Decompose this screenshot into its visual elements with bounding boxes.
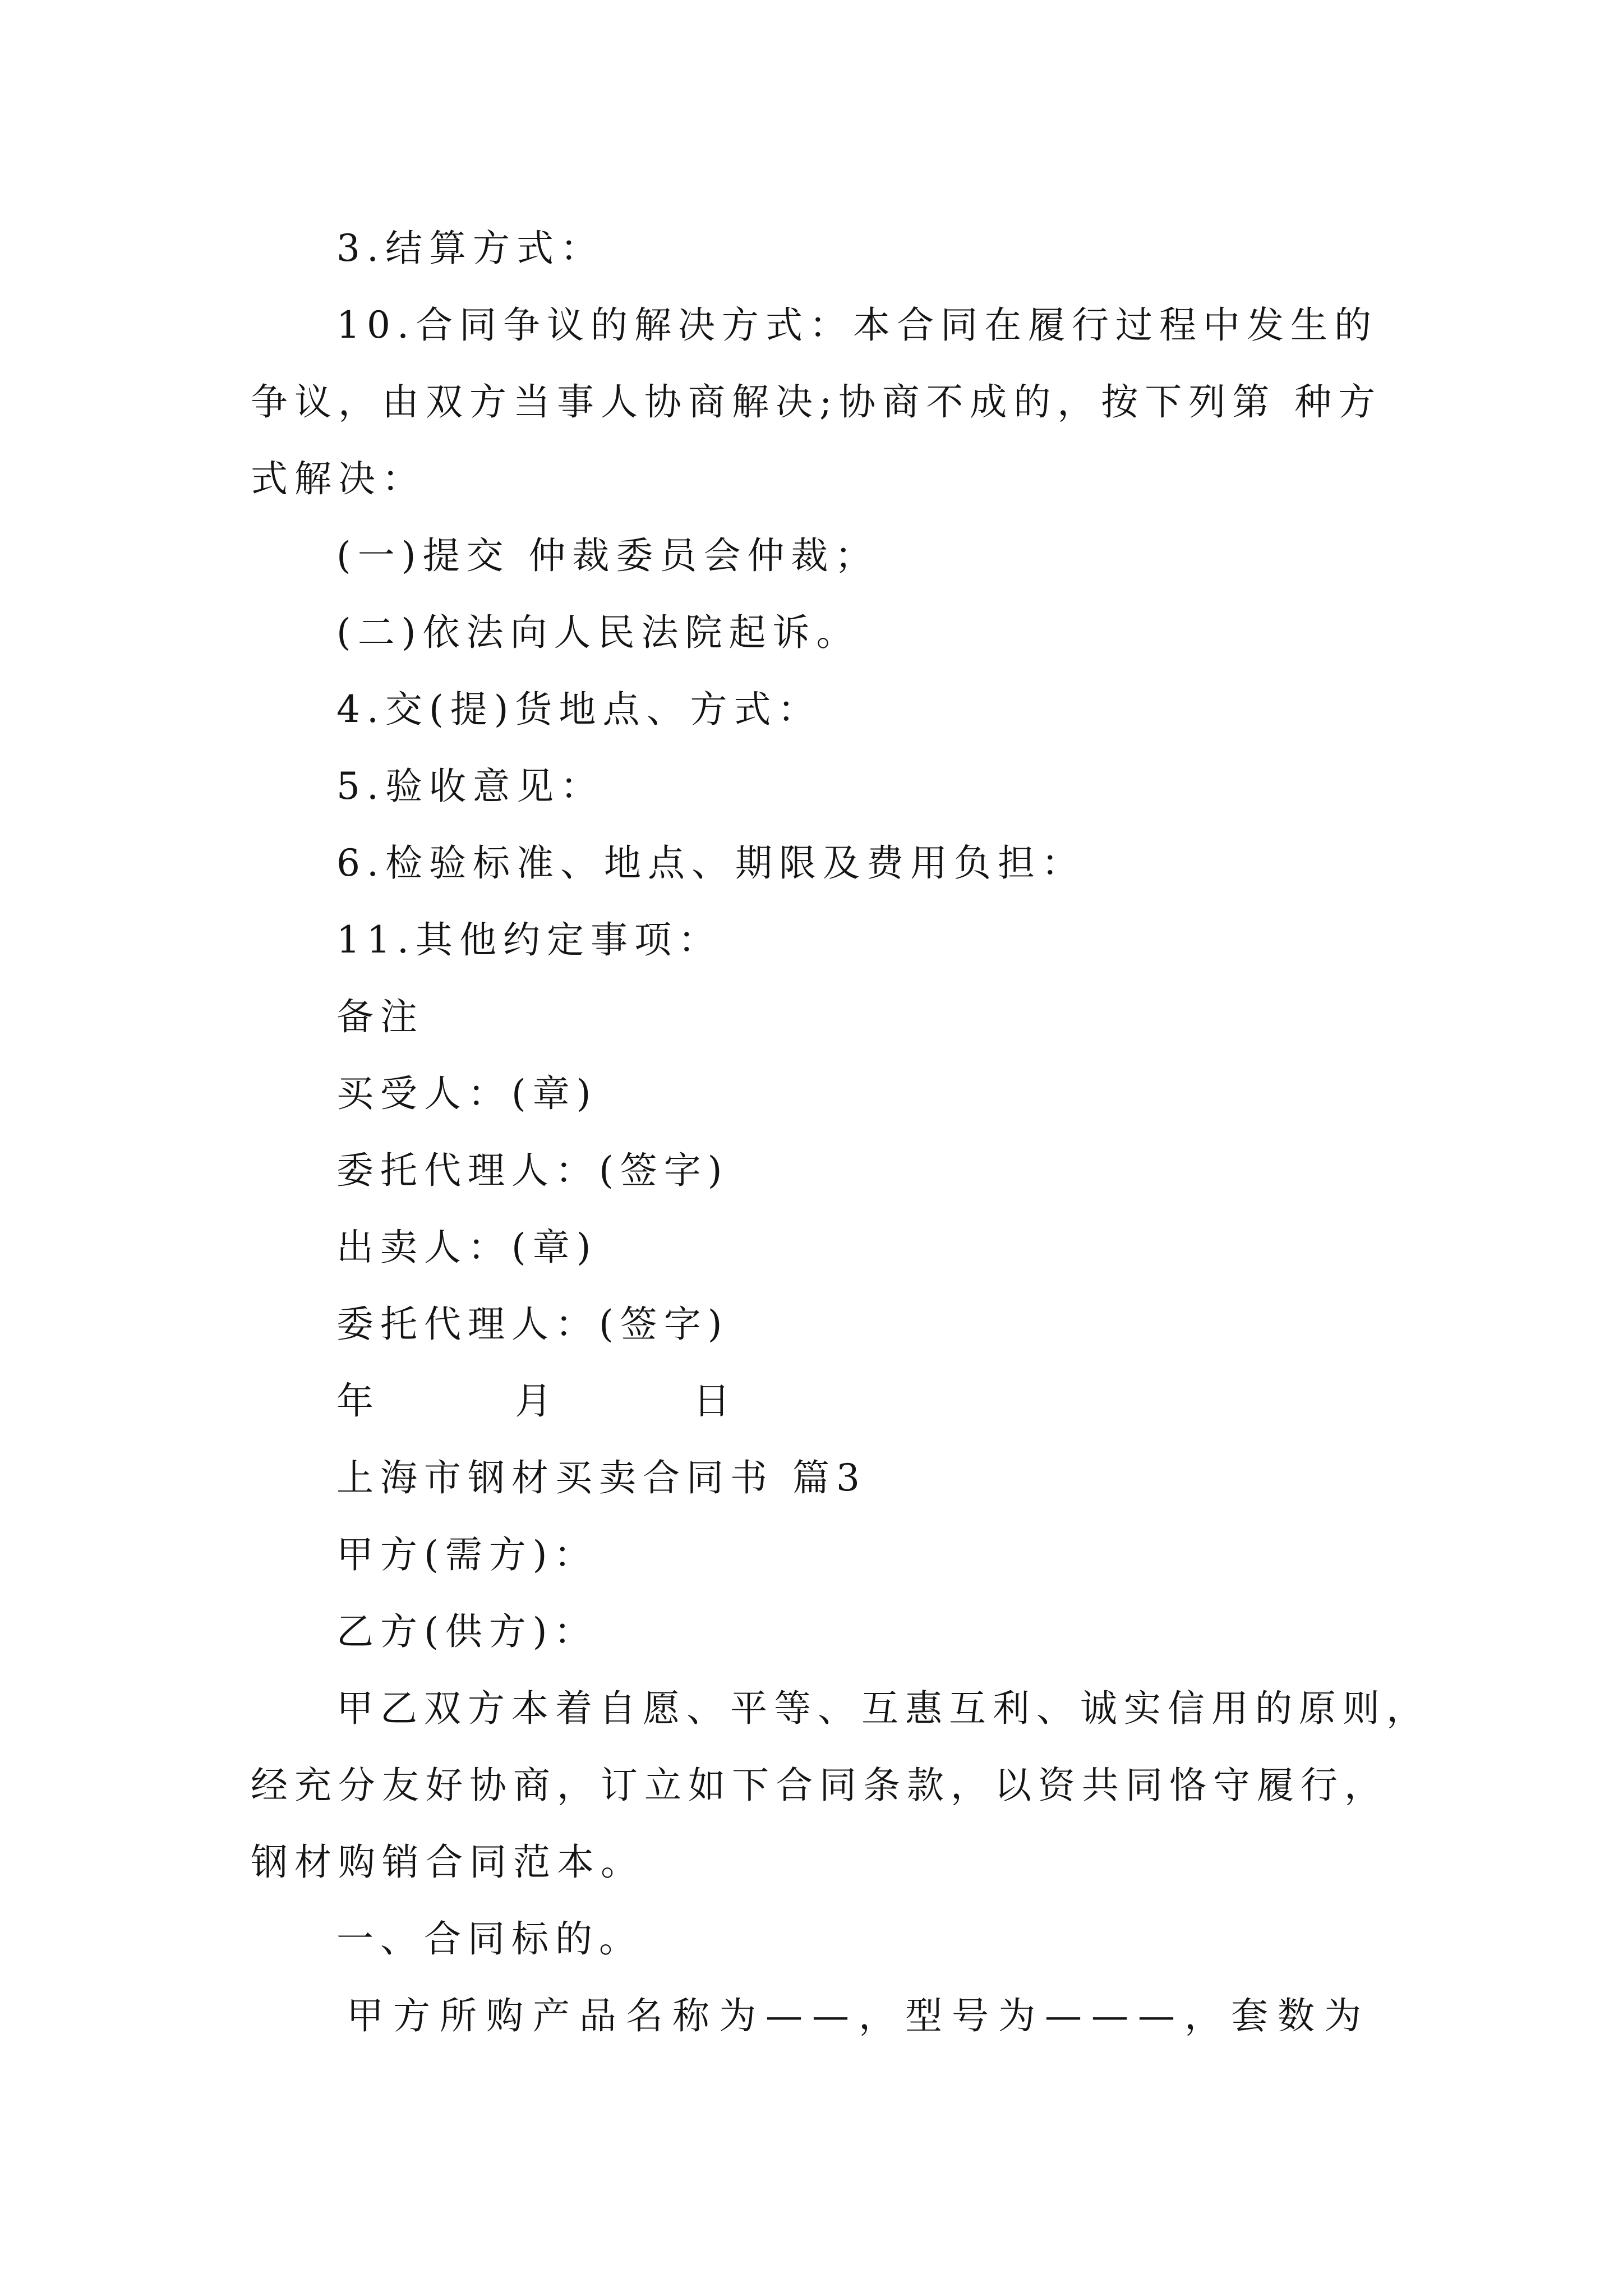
- preamble-line-continued: 经充分友好协商，订立如下合同条款，以资共同恪守履行，: [251, 1764, 1388, 1807]
- clause-dispute-resolution-continued-end: 式解决：: [251, 457, 426, 500]
- date-month-label: 月: [515, 1379, 559, 1423]
- subsection-title: 一、合同标的。: [336, 1917, 643, 1961]
- clause-delivery: 4.交(提)货地点、方式：: [336, 688, 822, 731]
- party-a-line: 甲方(需方)：: [336, 1533, 598, 1576]
- clause-dispute-resolution: 10.合同争议的解决方式：本合同在履行过程中发生的: [336, 303, 1378, 347]
- seller-agent-signature-line: 委托代理人：(签字): [336, 1303, 729, 1346]
- dispute-option-litigation: (二)依法向人民法院起诉。: [336, 611, 860, 654]
- clause-dispute-resolution-continued: 争议，由双方当事人协商解决;协商不成的，按下列第 种方: [251, 380, 1382, 424]
- dispute-option-arbitration: (一)提交 仲裁委员会仲裁；: [336, 534, 879, 577]
- clause-settlement-method: 3.结算方式：: [336, 227, 604, 270]
- seller-signature-line: 出卖人：(章): [336, 1226, 598, 1269]
- date-line: [0, 1363, 1623, 1439]
- product-description-line: 甲方所购产品名称为——，型号为———，套数为: [347, 1994, 1371, 2037]
- buyer-signature-line: 买受人：(章): [336, 1072, 598, 1115]
- buyer-agent-signature-line: 委托代理人：(签字): [336, 1149, 729, 1192]
- remarks-label: 备注: [336, 995, 424, 1038]
- clause-acceptance: 5.验收意见：: [336, 765, 604, 808]
- clause-other-terms: 11.其他约定事项：: [336, 918, 722, 961]
- preamble-line-end: 钢材购销合同范本。: [251, 1841, 644, 1884]
- preamble-line: 甲乙双方本着自愿、平等、互惠互利、诚实信用的原则，: [336, 1687, 1430, 1730]
- date-day-label: 日: [693, 1379, 737, 1423]
- document-body: [0, 210, 1623, 2054]
- clause-inspection: 6.检验标准、地点、期限及费用负担：: [336, 841, 1085, 885]
- contract-title: 上海市钢材买卖合同书 篇3: [336, 1456, 866, 1499]
- date-year-label: 年: [336, 1379, 380, 1423]
- party-b-line: 乙方(供方)：: [336, 1610, 598, 1653]
